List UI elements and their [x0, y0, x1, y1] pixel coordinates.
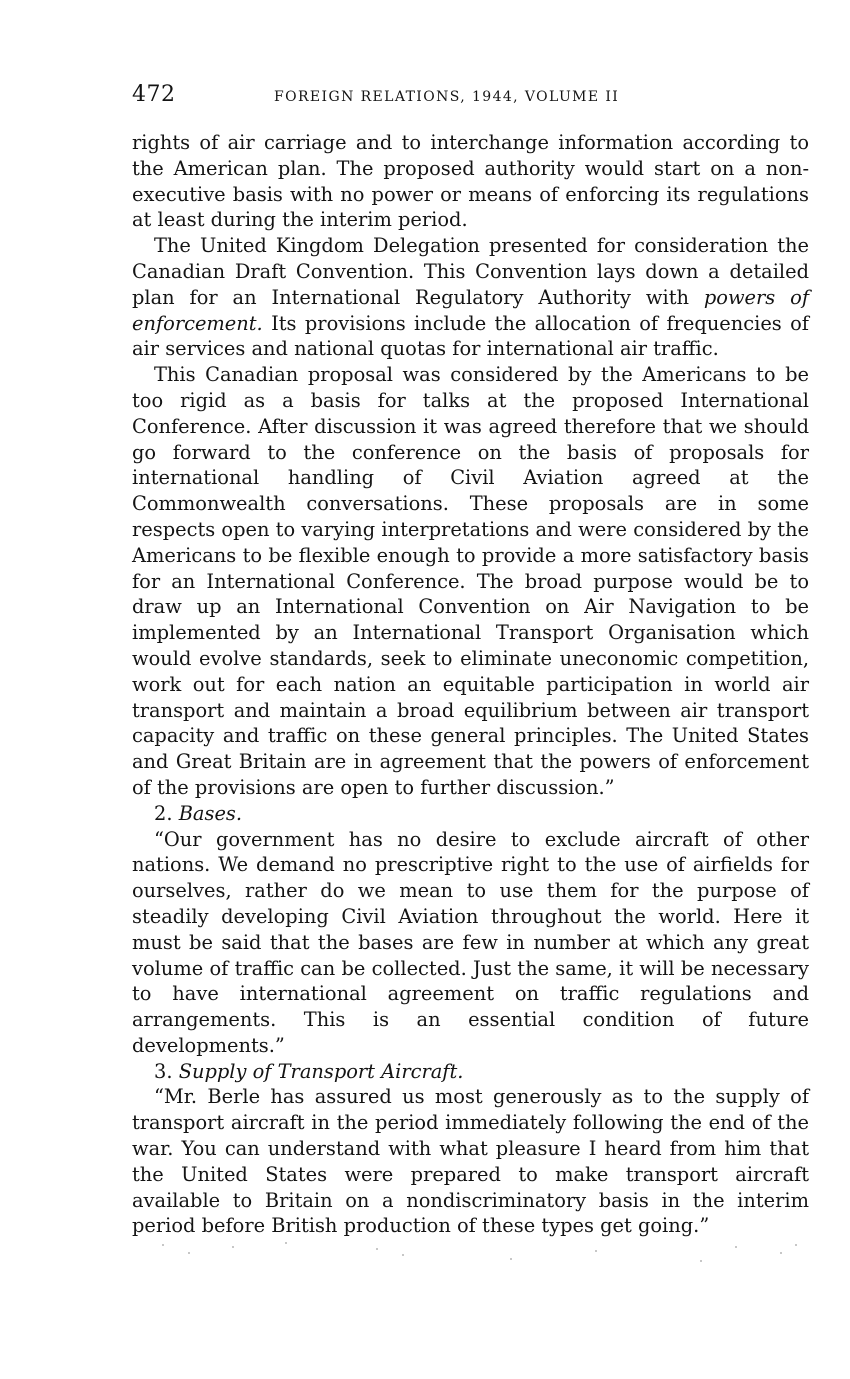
paragraph-canadian-proposal: This Canadian proposal was considered by the Americans to be too rigid as a basis for talks at the proposed International Conference. After discussion it was agreed therefore that we should go forward to the conference on the basis of proposals for international handling of Civil Aviation agreed at the Commonwealth conversations. These proposals are in some respects open to varying interpretations and were considered by the Americans to be flexible enough to provide a more satisfactory basis for an International Conference. The broad purpose would be to draw up an International Convention on Air Navigation to be implemented by an International Transport Organisation which would evolve standards, seek to eliminate uneconomic competition, work out for each nation an equitable participation in world air transport and maintain a broad equilibrium between air transport capacity and traffic on these general principles. The United States and Great Britain are in agreement that the powers of enforcement of the provisions are open to further discussion.”: [132, 363, 809, 799]
scan-speck: [402, 1254, 404, 1256]
paragraph-bases: “Our government has no desire to exclude aircraft of other nations. We demand no prescriptive right to the use of airfields for ourselves, rather do we mean to use them for the purpose of steadily developing Civil Aviation throughout the world. Here it must be said that the bases are few in number at which any great volume of traffic can be collected. Just the same, it will be necessary to have international agreement on traffic regulations and arrangements. This is an essential condition of future developments.”: [132, 827, 809, 1057]
running-head-title: FOREIGN RELATIONS, 1944, VOLUME II: [274, 89, 620, 105]
scan-speck: [162, 1244, 164, 1246]
body-text: [132, 130, 809, 1239]
scan-speck: [285, 1242, 287, 1244]
running-head: [132, 82, 809, 116]
scan-noise: [140, 1240, 820, 1270]
page-number: 472: [132, 82, 176, 107]
section-title: Supply of Transport Aircraft.: [178, 1059, 464, 1083]
paragraph-text: The United Kingdom Delegation presented for consideration the Canadian Draft Convention. This Convention lays down a detailed plan for an International Regulatory Authority with: [132, 234, 809, 309]
section-heading-bases: [132, 801, 809, 827]
emphasis-powers-of-enforcement: powers of enforcement.: [132, 285, 809, 335]
scan-speck: [376, 1248, 378, 1250]
scan-speck: [595, 1250, 597, 1252]
section-number: 3.: [154, 1059, 173, 1083]
paragraph-continuation: rights of air carriage and to interchange information according to the American plan. The proposed authority would start on a non-executive basis with no power or means of enforcing its regulations at least during the interim period.: [132, 131, 809, 232]
paragraph-text: Its provisions include the allocation of frequencies of air services and national quotas for international air traffic.: [132, 311, 809, 361]
scan-speck: [795, 1244, 797, 1246]
document-page: [132, 82, 809, 1239]
scan-speck: [232, 1246, 234, 1248]
section-heading-supply: [132, 1059, 809, 1085]
scan-speck: [735, 1246, 737, 1248]
paragraph-supply: “Mr. Berle has assured us most generously as to the supply of transport aircraft in the period immediately following the end of the war. You can understand with what pleasure I heard from him that the United States were prepared to make transport aircraft available to Britain on a nondiscriminatory basis in the interim period before British production of these types get going.”: [132, 1085, 809, 1238]
scan-speck: [700, 1260, 702, 1262]
section-title: Bases.: [178, 801, 243, 825]
section-number: 2.: [154, 801, 173, 825]
scan-speck: [510, 1258, 512, 1260]
scan-speck: [188, 1252, 190, 1254]
scan-speck: [780, 1252, 782, 1254]
paragraph-uk-delegation: [132, 233, 809, 362]
